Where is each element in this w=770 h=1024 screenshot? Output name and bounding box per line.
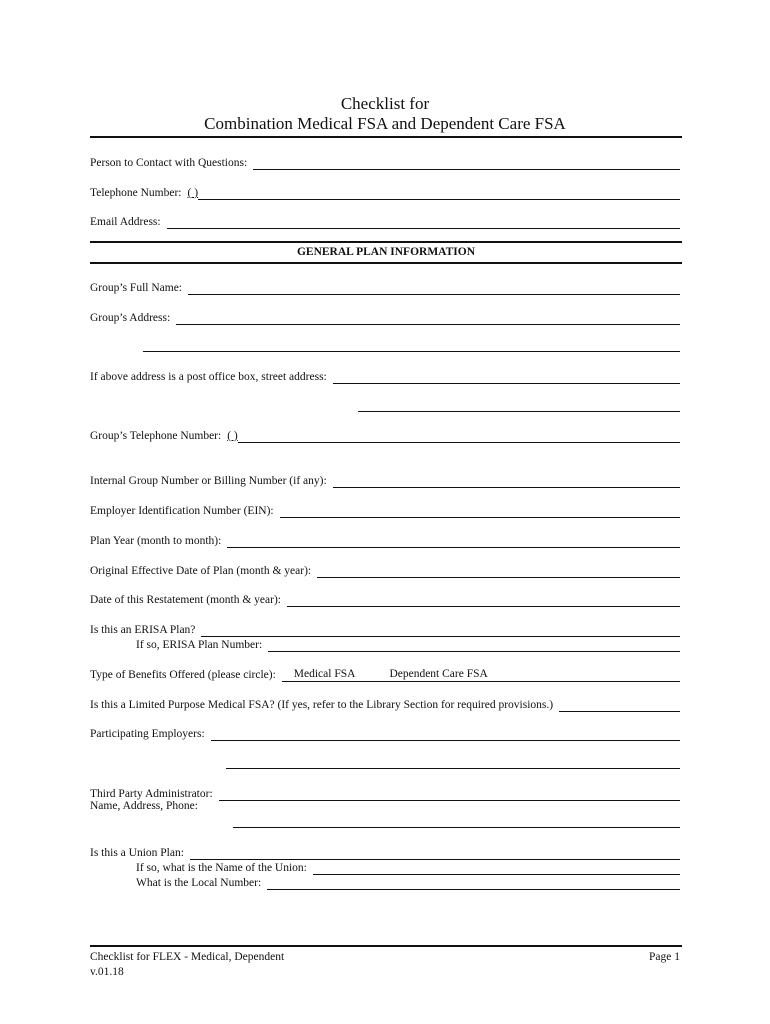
benefits-options-line <box>282 667 680 682</box>
section-bottom-rule <box>90 262 682 264</box>
internal-group-number-label: Internal Group Number or Billing Number (if any): <box>90 475 327 487</box>
group-telephone-row <box>90 425 680 443</box>
group-address-label: Group’s Address: <box>90 312 171 324</box>
footer-version: v.01.18 <box>90 966 124 978</box>
po-box-label: If above address is a post office box, street address: <box>90 371 327 383</box>
email-label: Email Address: <box>90 216 161 228</box>
participating-employers-label: Participating Employers: <box>90 728 205 740</box>
section-heading: GENERAL PLAN INFORMATION <box>296 246 476 258</box>
local-number-row <box>136 872 680 890</box>
internal-group-number-field[interactable] <box>333 474 680 488</box>
contact-person-label: Person to Contact with Questions: <box>90 157 248 169</box>
contact-person-field[interactable] <box>253 156 680 170</box>
original-effective-row <box>90 560 680 578</box>
ein-field[interactable] <box>280 504 680 518</box>
union-name-label: If so, what is the Name of the Union: <box>136 862 307 874</box>
group-full-name-field[interactable] <box>188 281 680 295</box>
telephone-field[interactable] <box>198 186 680 200</box>
document-title-line1: Checklist for <box>340 94 430 113</box>
tpa-sublabel: Name, Address, Phone: <box>90 800 198 812</box>
local-number-label: What is the Local Number: <box>136 877 262 889</box>
erisa-number-row <box>136 634 680 652</box>
ein-label: Employer Identification Number (EIN): <box>90 505 274 517</box>
telephone-area-code[interactable]: ( ) <box>187 187 199 199</box>
group-telephone-label: Group’s Telephone Number: <box>90 430 222 442</box>
telephone-row <box>90 182 680 200</box>
restatement-date-label: Date of this Restatement (month & year): <box>90 594 281 606</box>
erisa-plan-label: Is this an ERISA Plan? <box>90 624 196 636</box>
po-box-row <box>90 366 680 384</box>
group-full-name-row <box>90 277 680 295</box>
group-address-row <box>90 307 680 325</box>
tpa-field[interactable] <box>219 787 680 801</box>
email-row <box>90 211 680 229</box>
po-box-street-field-2[interactable] <box>358 410 680 412</box>
section-top-rule <box>90 241 682 243</box>
tpa-field-2[interactable] <box>233 826 680 828</box>
tpa-label: Third Party Administrator: <box>90 788 213 800</box>
group-telephone-field[interactable] <box>238 429 680 443</box>
benefits-offered-label: Type of Benefits Offered (please circle): <box>90 669 276 681</box>
limited-purpose-field[interactable] <box>559 698 680 712</box>
footer-divider <box>90 945 682 947</box>
participating-employers-field[interactable] <box>211 727 680 741</box>
plan-year-row <box>90 530 680 548</box>
footer-page-number: Page 1 <box>649 951 680 963</box>
union-plan-label: Is this a Union Plan: <box>90 847 184 859</box>
limited-purpose-row <box>90 694 680 712</box>
medical-fsa-option[interactable]: Medical FSA <box>293 668 356 680</box>
tpa-row <box>90 783 680 801</box>
internal-group-number-row <box>90 470 680 488</box>
benefits-offered-row <box>90 664 680 682</box>
group-telephone-area-code[interactable]: ( ) <box>227 430 238 442</box>
original-effective-field[interactable] <box>317 564 680 578</box>
erisa-number-field[interactable] <box>268 638 680 652</box>
po-box-street-field[interactable] <box>333 370 680 384</box>
participating-employers-field-2[interactable] <box>226 767 680 769</box>
email-field[interactable] <box>167 215 680 229</box>
restatement-date-row <box>90 589 680 607</box>
plan-year-field[interactable] <box>227 534 680 548</box>
ein-row <box>90 500 680 518</box>
dependent-care-fsa-option[interactable]: Dependent Care FSA <box>389 668 488 680</box>
footer-left <box>90 950 284 980</box>
erisa-number-label: If so, ERISA Plan Number: <box>136 639 263 651</box>
contact-person-row <box>90 152 680 170</box>
group-full-name-label: Group’s Full Name: <box>90 282 182 294</box>
document-title-line2: Combination Medical FSA and Dependent Care FSA <box>204 114 566 133</box>
telephone-label: Telephone Number: <box>90 187 182 199</box>
participating-employers-row <box>90 723 680 741</box>
footer-document-name: Checklist for FLEX - Medical, Dependent <box>90 951 285 963</box>
local-number-field[interactable] <box>267 876 680 890</box>
original-effective-label: Original Effective Date of Plan (month & year): <box>90 565 312 577</box>
restatement-date-field[interactable] <box>287 593 680 607</box>
plan-year-label: Plan Year (month to month): <box>90 535 222 547</box>
group-address-field[interactable] <box>176 311 680 325</box>
limited-purpose-label: Is this a Limited Purpose Medical FSA? (If yes, refer to the Library Section for required provisions.) <box>90 699 554 711</box>
group-address-field-2[interactable] <box>143 350 680 352</box>
title-divider <box>90 136 682 138</box>
